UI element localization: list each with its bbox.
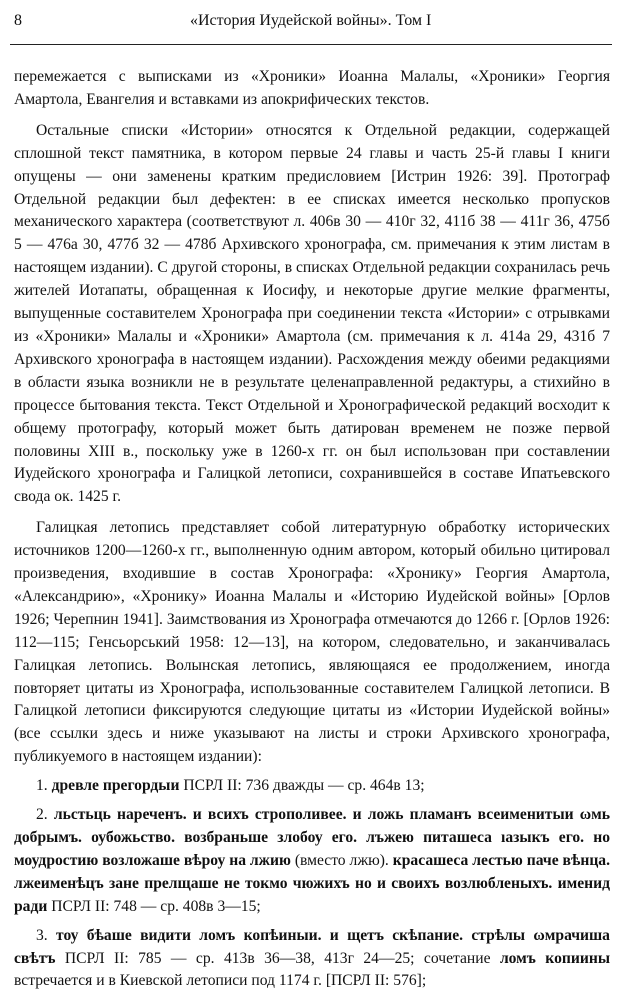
quote-reference: ПСРЛ II: 736 дважды — ср. 464в 13; bbox=[179, 777, 425, 795]
header-divider bbox=[10, 44, 612, 45]
quote-number: 1. bbox=[36, 777, 48, 795]
old-church-text: красашеса лестью паче вѣнца. лжеименѣцъ зане прелщаше не токмо чюжихъ но и своихъ возлюбленыхъ. именид ради bbox=[14, 851, 611, 915]
quote-reference: встречается и в Киевской летописи под 1174 г. [ПСРЛ II: 576]; bbox=[14, 972, 427, 990]
old-church-text: древле прегордыи bbox=[51, 777, 180, 795]
old-church-text: ломъ копиины bbox=[499, 949, 610, 967]
page-number: 8 bbox=[14, 12, 22, 29]
quote-item bbox=[14, 925, 610, 993]
old-church-text: тоу бѣаше видити ломъ копѣиныи. и щетъ скѣпание. стрѣлы ωмрачиша свѣтъ bbox=[14, 926, 610, 967]
body-text bbox=[14, 66, 610, 993]
quote-reference: ПСРЛ II: 785 — ср. 413в 36—38, 413г 24—25; сочетание bbox=[55, 949, 500, 967]
paragraph-continuation: перемежается с выписками из «Хроники» Иоанна Малалы, «Хроники» Георгия Амартола, Евангелия и вставками из апокрифических текстов. bbox=[14, 68, 610, 108]
quote-number: 2. bbox=[36, 806, 48, 824]
quote-item bbox=[14, 804, 610, 919]
page-header bbox=[0, 12, 620, 36]
running-title: «История Иудейской войны». Том I bbox=[190, 12, 432, 29]
quote-reference: ПСРЛ II: 748 — ср. 408в 3—15; bbox=[47, 897, 261, 915]
quote-number: 3. bbox=[36, 926, 48, 944]
paragraph: Остальные списки «Истории» относятся к Отдельной редакции, содержащей сплошной текст памятника, в котором первые 24 главы и часть 25-й главы I книги опущены — они заменены кратким предисловием [Истрин 1926: 39]. Протограф Отдельной редакции был дефектен: в ее списках имеется несколько пропусков механического характера (соответствуют л. 406в 30 — 410г 32, 411б 38 — 411г 36, 475б 5 — 476а 30, 477б 32 — 478б Архивского хронографа, см. примечания к этим листам в настоящем издании). С другой стороны, в списках Отдельной редакции сохранилась речь жителей Иотапаты, обращенная к Иосифу, и некоторые другие мелкие фрагменты, выпущенные составителем Хронографа при соединении текста «Истории» с отрывками из «Хроники» Малалы и «Хроники» Амартола (см. примечания к л. 414а 29, 431б 7 Архивского хронографа в настоящем издании). Расхождения между обеими редакциями в области языка возникли не в результате целенаправленной редактуры, а стихийно в процессе бытования текста. Текст Отдельной и Хронографической редакций восходит к общему протографу, который может быть датирован временем не позже первой половины XIII в., поскольку уже в 1260-х гг. он был использован при составлении Иудейского хронографа и Галицкой летописи, сохранившейся в составе Ипатьевского свода ок. 1425 г. bbox=[14, 121, 610, 506]
paragraph: Галицкая летопись представляет собой литературную обработку исторических источников 1200—1260-х гг., выполненную одним автором, который обильно цитировал произведения, входившие в состав Хронографа: «Хронику» Георгия Амартола, «Александрию», «Хронику» Иоанна Малалы и «Историю Иудейской войны» [Орлов 1926; Черепнин 1941]. Заимствования из Хронографа отмечаются до 1266 г. [Орлов 1926: 112—115; Генсьорський 1958: 12—13], на котором, следовательно, и заканчивалась Галицкая летопись. Волынская летопись, являющаяся ее продолжением, иногда повторяет цитаты из Хронографа, использованные составителем Галицкой летописи. В Галицкой летописи фиксируются следующие цитаты из «Истории Иудейской войны» (все ссылки здесь и ниже указывают на листы и строки Архивского хронографа, публикуемого в настоящем издании): bbox=[14, 519, 610, 766]
old-church-text: льстьць нареченъ. и всихъ строполивее. и ложь пламанъ всеименитыи ωмь добрымъ. оубожьство. возбраньше злобоу его. лъжею питашеса ıазыкъ его. но моудростию возложаше вѣроу на лжию bbox=[14, 806, 610, 869]
quote-item bbox=[14, 775, 610, 798]
quote-note: (вместо лжю). bbox=[290, 851, 393, 869]
